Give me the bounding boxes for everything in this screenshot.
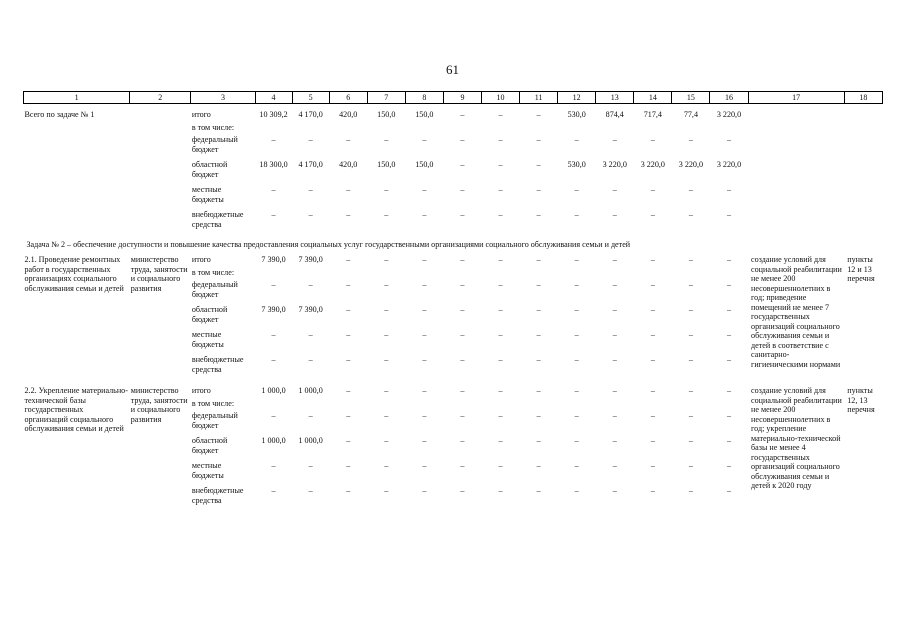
funding-value: – [726,255,732,264]
empty-cell [748,110,844,235]
funding-value: – [726,486,732,495]
funding-value: – [650,305,655,314]
funding-value: – [346,280,351,289]
funding-value: – [574,330,579,339]
funding-value: – [574,486,579,495]
funding-value [405,399,443,411]
funding-value: – [346,135,351,144]
expected-result: создание условий для социальной реабилитации не менее 200 несовершеннолетних в год; приведение помещений не менее 7 государственных организаций социального обслуживания семьи и детей в соответствие с санитарно-гигиеническими нормами [751,255,842,370]
funding-value: – [460,330,465,339]
table-row [24,110,883,123]
header-row [24,92,883,104]
funding-value: – [612,280,617,289]
funding-value [292,399,329,411]
funding-value: – [726,135,732,144]
funding-value: – [460,461,465,470]
funding-value [558,123,596,135]
funding-value: – [536,185,541,194]
funding-value [558,399,596,411]
funding-value [520,123,558,135]
funding-value: – [688,411,693,420]
funding-value: – [384,135,389,144]
funding-value: 10 309,2 [259,110,288,119]
column-number: 17 [748,92,844,104]
funding-value: – [498,185,503,194]
funding-value: – [384,305,389,314]
funding-value: – [346,436,351,445]
funding-value: 18 300,0 [259,160,288,169]
funding-value: 530,0 [567,160,586,169]
column-number: 2 [130,92,191,104]
funding-value: – [574,411,579,420]
funding-value: – [612,386,617,395]
funding-value [634,123,672,135]
funding-value: – [726,280,732,289]
funding-value: – [688,305,693,314]
measure-executor: министерство труда, занятости и социального развития [130,386,188,424]
funding-value: – [498,160,503,169]
funding-value: – [574,436,579,445]
funding-source: итого [191,386,211,395]
funding-value: – [498,135,503,144]
funding-value [558,268,596,280]
funding-value: – [498,305,503,314]
funding-value: – [536,280,541,289]
funding-value [520,268,558,280]
funding-value: 874,4 [605,110,624,119]
funding-value: – [422,436,427,445]
funding-value: – [498,210,503,219]
funding-value: – [612,330,617,339]
funding-value: – [574,210,579,219]
funding-value: – [384,185,389,194]
funding-value: – [384,355,389,364]
funding-value: – [688,436,693,445]
funding-value: – [346,255,351,264]
funding-value: 1 000,0 [261,436,286,445]
column-number: 18 [844,92,882,104]
funding-value: – [726,305,732,314]
funding-value [481,123,519,135]
funding-value [405,123,443,135]
funding-value: – [460,160,465,169]
funding-value: – [308,330,313,339]
funding-value: – [574,185,579,194]
column-number: 12 [558,92,596,104]
funding-value: – [498,486,503,495]
funding-value: – [612,355,617,364]
funding-value: 77,4 [683,110,698,119]
funding-value [255,123,292,135]
funding-source: внебюджетные средства [191,486,244,505]
funding-value: – [498,436,503,445]
funding-value: – [536,160,541,169]
funding-value: – [346,355,351,364]
funding-value: – [308,280,313,289]
funding-value [596,123,634,135]
page-number: 61 [446,62,459,77]
table-row [24,386,883,399]
funding-value: – [460,305,465,314]
funding-value: – [498,330,503,339]
funding-value: – [271,185,276,194]
funding-value: – [650,355,655,364]
funding-value: 420,0 [339,160,358,169]
funding-value: – [574,386,579,395]
funding-value [367,123,405,135]
funding-value [329,399,367,411]
funding-value: 3 220,0 [716,110,742,119]
funding-value: – [384,330,389,339]
funding-value: 7 390,0 [298,255,323,264]
column-number: 11 [520,92,558,104]
funding-value: – [460,255,465,264]
funding-value: – [688,255,693,264]
funding-value: – [384,210,389,219]
funding-source: федеральный бюджет [191,411,238,430]
funding-value: – [612,255,617,264]
funding-value: – [384,411,389,420]
funding-value: – [574,255,579,264]
financing-table [23,91,883,511]
funding-value [329,268,367,280]
funding-source: областной бюджет [191,160,228,179]
funding-value: – [726,330,732,339]
funding-value [443,268,481,280]
funding-value: – [536,436,541,445]
funding-value [672,399,710,411]
funding-value: – [650,411,655,420]
task-total-label: Всего по задаче № 1 [24,110,95,119]
funding-value: – [271,135,276,144]
funding-value: – [460,486,465,495]
funding-value [634,268,672,280]
column-number: 16 [710,92,748,104]
funding-value [367,399,405,411]
funding-source: итого [191,110,211,119]
funding-value [520,399,558,411]
measure-name: 2.2. Укрепление материально-технической базы государственных организаций социального обслуживания семьи и детей [24,386,128,434]
column-number: 15 [672,92,710,104]
funding-value: – [308,355,313,364]
funding-value: – [422,280,427,289]
funding-value [672,123,710,135]
funding-value: – [536,386,541,395]
funding-value: – [574,355,579,364]
funding-value: – [726,355,732,364]
funding-value: – [688,386,693,395]
funding-value: – [460,411,465,420]
funding-value: – [422,135,427,144]
funding-value: – [498,110,503,119]
funding-value: – [498,255,503,264]
funding-value: 150,0 [377,110,396,119]
funding-value: – [650,255,655,264]
funding-value: – [422,210,427,219]
funding-value: – [574,135,579,144]
funding-value: – [726,461,732,470]
funding-value: – [346,305,351,314]
funding-value: – [612,135,617,144]
funding-source: федеральный бюджет [191,280,238,299]
funding-value: – [346,411,351,420]
funding-value: – [536,110,541,119]
funding-value: – [536,305,541,314]
funding-value: – [688,185,693,194]
funding-value: – [346,461,351,470]
funding-value: – [726,210,732,219]
funding-source: федеральный бюджет [191,135,238,154]
funding-value: – [460,210,465,219]
task-title: Задача № 2 – обеспечение доступности и повышение качества предоставления социальных услуг государственными организациями социального обслуживания семьи и детей [26,240,631,250]
funding-value: – [536,486,541,495]
funding-value [481,399,519,411]
funding-value: – [422,486,427,495]
funding-value: – [384,436,389,445]
funding-value: 7 390,0 [261,255,286,264]
column-number: 4 [255,92,292,104]
column-number: 1 [24,92,130,104]
funding-value: 3 220,0 [716,160,742,169]
column-number: 6 [329,92,367,104]
column-number: 5 [292,92,329,104]
funding-value: – [422,355,427,364]
funding-value: – [574,280,579,289]
plan-link: пункты 12 и 13 перечня [847,255,875,284]
funding-value: – [612,461,617,470]
funding-value: – [422,411,427,420]
funding-value: – [498,355,503,364]
funding-value: 150,0 [415,160,434,169]
funding-source: в том числе: [191,123,235,132]
funding-value: – [346,330,351,339]
funding-value: – [612,411,617,420]
funding-value: – [650,386,655,395]
funding-value [292,123,329,135]
funding-source: местные бюджеты [191,185,224,204]
funding-value: 150,0 [377,160,396,169]
measure-executor: министерство труда, занятости и социального развития [130,255,188,293]
funding-value: 1 000,0 [298,386,323,395]
funding-value: – [422,305,427,314]
funding-value: 4 170,0 [298,110,323,119]
funding-value [405,268,443,280]
funding-value: – [498,386,503,395]
funding-value: – [384,255,389,264]
funding-value: – [650,135,655,144]
column-number: 7 [367,92,405,104]
funding-value: – [536,255,541,264]
funding-value: 3 220,0 [678,160,704,169]
funding-value: – [536,355,541,364]
funding-value: – [612,185,617,194]
funding-value: – [346,386,351,395]
funding-value: – [346,486,351,495]
funding-value: – [650,210,655,219]
column-number: 10 [481,92,519,104]
funding-value: – [688,210,693,219]
funding-value [710,268,748,280]
funding-value: 7 390,0 [298,305,323,314]
funding-value: – [498,411,503,420]
funding-value: 530,0 [567,110,586,119]
funding-value: – [384,461,389,470]
funding-value [329,123,367,135]
funding-value: – [346,210,351,219]
funding-value: 420,0 [339,110,358,119]
funding-source: в том числе: [191,399,235,408]
funding-value: – [726,411,732,420]
funding-value: – [460,185,465,194]
funding-value: – [422,461,427,470]
funding-value: – [536,461,541,470]
funding-value: – [650,436,655,445]
funding-value: 150,0 [415,110,434,119]
funding-value [292,268,329,280]
funding-value: – [460,386,465,395]
funding-value: – [574,305,579,314]
funding-value: – [271,486,276,495]
funding-value: – [536,210,541,219]
funding-source: в том числе: [191,268,235,277]
funding-value: – [726,185,732,194]
funding-source: местные бюджеты [191,461,224,480]
funding-value: – [271,330,276,339]
column-number: 14 [634,92,672,104]
funding-value: – [688,486,693,495]
funding-value: – [688,461,693,470]
funding-value: – [308,210,313,219]
funding-value: – [384,280,389,289]
funding-value: – [536,330,541,339]
plan-link: пункты 12, 13 перечня [847,386,875,415]
funding-value: – [271,411,276,420]
funding-value: – [384,486,389,495]
funding-source: итого [191,255,211,264]
funding-value [481,268,519,280]
funding-value: – [536,411,541,420]
funding-value: – [422,330,427,339]
funding-value: – [612,436,617,445]
funding-value [255,399,292,411]
funding-value [255,268,292,280]
task-title-row [24,235,883,255]
funding-value: – [688,280,693,289]
funding-value: – [346,185,351,194]
empty-cell [844,110,882,235]
column-number: 8 [405,92,443,104]
funding-value: – [422,185,427,194]
funding-value: – [271,210,276,219]
funding-value: – [271,355,276,364]
program-table [23,91,883,511]
funding-value [710,399,748,411]
column-number: 3 [191,92,255,104]
funding-source: внебюджетные средства [191,355,244,374]
funding-value: – [460,110,465,119]
funding-source: областной бюджет [191,305,228,324]
funding-value: – [574,461,579,470]
measure-name: 2.1. Проведение ремонтных работ в государственных организациях социального обслуживания семьи и детей [24,255,124,293]
funding-value: 717,4 [643,110,662,119]
funding-value: 1 000,0 [298,436,323,445]
funding-value: – [460,436,465,445]
funding-value [596,399,634,411]
funding-value: – [308,185,313,194]
funding-value: – [612,305,617,314]
funding-value: 7 390,0 [261,305,286,314]
funding-source: местные бюджеты [191,330,224,349]
funding-value: – [308,135,313,144]
funding-value: – [308,411,313,420]
funding-value: – [650,280,655,289]
column-number: 13 [596,92,634,104]
funding-value: – [498,280,503,289]
funding-value: – [460,135,465,144]
funding-source: внебюджетные средства [191,210,244,229]
funding-value: 3 220,0 [602,160,627,169]
funding-value: – [498,461,503,470]
funding-value [367,268,405,280]
funding-value: – [612,486,617,495]
funding-value: 3 220,0 [640,160,665,169]
funding-value: – [688,135,693,144]
funding-value: – [308,486,313,495]
empty-cell [130,110,191,235]
funding-value: – [422,386,427,395]
funding-value: – [650,185,655,194]
funding-source: областной бюджет [191,436,228,455]
funding-value: – [612,210,617,219]
funding-value: – [650,486,655,495]
funding-value: – [384,386,389,395]
funding-value [634,399,672,411]
funding-value: 4 170,0 [298,160,323,169]
funding-value: – [460,280,465,289]
funding-value: – [460,355,465,364]
column-number: 9 [443,92,481,104]
funding-value: – [536,135,541,144]
funding-value: – [422,255,427,264]
funding-value: – [650,330,655,339]
funding-value [443,123,481,135]
funding-value: – [308,461,313,470]
funding-value: – [271,461,276,470]
funding-value [710,123,748,135]
funding-value [596,268,634,280]
funding-value: – [650,461,655,470]
table-row [24,255,883,268]
funding-value: – [271,280,276,289]
funding-value: – [688,330,693,339]
funding-value [443,399,481,411]
funding-value: – [726,436,732,445]
funding-value: – [688,355,693,364]
funding-value: 1 000,0 [261,386,286,395]
funding-value [672,268,710,280]
expected-result: создание условий для социальной реабилитации не менее 200 несовершеннолетних в год; укрепление материально-технической базы не менее 4 государственных организаций социального обслуживания семьи и детей к 2020 году [751,386,842,491]
funding-value: – [726,386,732,395]
